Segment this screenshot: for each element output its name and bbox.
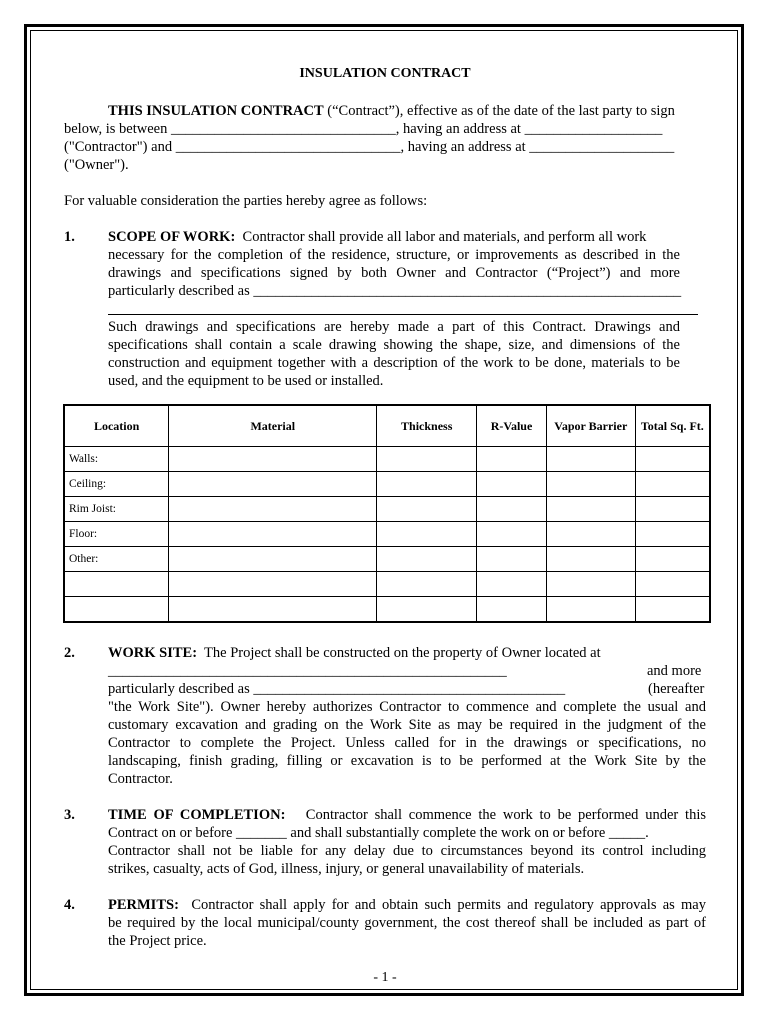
section-4-line-1-text: Contractor shall apply for and obtain such permits and regulatory approvals as may bbox=[191, 897, 706, 913]
header-r-value: R-Value bbox=[477, 405, 547, 447]
section-1-heading: SCOPE OF WORK: bbox=[108, 229, 236, 245]
section-2-line-2a[interactable]: _______________________________________________________ bbox=[108, 663, 507, 679]
table-cell[interactable] bbox=[546, 572, 635, 597]
table-row bbox=[64, 522, 710, 547]
table-cell[interactable] bbox=[377, 497, 477, 522]
table-cell[interactable] bbox=[169, 447, 377, 472]
section-2-line-6: Contractor to complete the Project. Unless called for in the drawings or specifications, no bbox=[108, 735, 706, 751]
table-cell[interactable] bbox=[477, 522, 547, 547]
header-location: Location bbox=[64, 405, 169, 447]
consideration-text: For valuable consideration the parties hereby agree as follows: bbox=[64, 193, 428, 209]
table-row bbox=[64, 597, 710, 623]
table-cell[interactable] bbox=[377, 597, 477, 623]
table-cell[interactable] bbox=[546, 472, 635, 497]
header-thickness: Thickness bbox=[377, 405, 477, 447]
table-cell[interactable] bbox=[477, 572, 547, 597]
table-cell[interactable] bbox=[377, 522, 477, 547]
section-2-heading: WORK SITE: bbox=[108, 645, 198, 661]
table-cell[interactable] bbox=[477, 497, 547, 522]
section-3-number: 3. bbox=[64, 807, 75, 823]
intro-line-3[interactable]: ("Contractor") and _______________________________, having an address at ____________________ bbox=[64, 139, 675, 155]
section-2-line-1 bbox=[108, 644, 601, 662]
row-label[interactable] bbox=[64, 597, 169, 623]
section-1-line-1 bbox=[108, 228, 646, 246]
section-1-para-2-line-1: Such drawings and specifications are hereby made a part of this Contract. Drawings and bbox=[108, 319, 680, 335]
table-cell[interactable] bbox=[169, 497, 377, 522]
table-cell[interactable] bbox=[377, 547, 477, 572]
intro-line-1-rest: (“Contract”), effective as of the date of the last party to sign bbox=[323, 103, 675, 119]
table-cell[interactable] bbox=[377, 447, 477, 472]
table-cell[interactable] bbox=[169, 597, 377, 623]
row-label: Other: bbox=[64, 547, 169, 572]
table-header-row bbox=[64, 405, 710, 447]
table-cell[interactable] bbox=[169, 522, 377, 547]
intro-line-2[interactable]: below, is between _______________________________, having an address at ___________________ bbox=[64, 121, 663, 137]
section-2-line-4: "the Work Site"). Owner hereby authorizes Contractor to commence and complete the usual and bbox=[108, 699, 706, 715]
row-label: Floor: bbox=[64, 522, 169, 547]
section-1-line-2: necessary for the completion of the residence, structure, or improvements as described in the bbox=[108, 247, 680, 263]
section-1-para-2-line-2: specifications shall contain a scale drawing showing the shape, size, and dimensions of the bbox=[108, 337, 680, 353]
row-label: Walls: bbox=[64, 447, 169, 472]
table-cell[interactable] bbox=[377, 472, 477, 497]
section-2-line-3a[interactable]: particularly described as ___________________________________________ bbox=[108, 681, 566, 697]
table-row bbox=[64, 472, 710, 497]
section-1-line-4[interactable]: particularly described as ___________________________________________________________ bbox=[108, 283, 682, 299]
section-1-line-3: drawings and specifications signed by both Owner and Contractor (“Project”) and more bbox=[108, 265, 680, 281]
section-1-para-2-line-4: used, and the equipment to be used or installed. bbox=[108, 373, 384, 389]
table-cell[interactable] bbox=[546, 447, 635, 472]
table-cell[interactable] bbox=[635, 522, 710, 547]
section-2-line-2b: and more bbox=[647, 663, 702, 679]
table-cell[interactable] bbox=[377, 572, 477, 597]
insulation-table bbox=[63, 404, 711, 623]
table-cell[interactable] bbox=[477, 447, 547, 472]
section-4-number: 4. bbox=[64, 897, 75, 913]
section-3-line-1-text: Contractor shall commence the work to be performed under this bbox=[305, 807, 706, 823]
table-row bbox=[64, 497, 710, 522]
table-cell[interactable] bbox=[169, 572, 377, 597]
table-cell[interactable] bbox=[546, 597, 635, 623]
table-cell[interactable] bbox=[635, 597, 710, 623]
table-cell[interactable] bbox=[635, 547, 710, 572]
table-cell[interactable] bbox=[546, 497, 635, 522]
section-4-line-1 bbox=[108, 896, 706, 914]
blank-line[interactable] bbox=[108, 314, 698, 315]
section-2-line-1-text: The Project shall be constructed on the property of Owner located at bbox=[204, 645, 601, 661]
table-row bbox=[64, 447, 710, 472]
section-4-heading: PERMITS: bbox=[108, 897, 179, 913]
section-2-line-7: landscaping, finish grading, filling or excavation is to be performed at the Work Site by the bbox=[108, 753, 706, 769]
row-label: Rim Joist: bbox=[64, 497, 169, 522]
section-1-line-1-text: Contractor shall provide all labor and materials, and perform all work bbox=[242, 229, 647, 245]
table-cell[interactable] bbox=[635, 472, 710, 497]
section-3-line-2[interactable]: Contract on or before _______ and shall substantially complete the work on or before _____. bbox=[108, 825, 649, 841]
table-cell[interactable] bbox=[635, 572, 710, 597]
section-2-line-3b: (hereafter bbox=[648, 681, 705, 697]
intro-line-1 bbox=[108, 102, 675, 120]
section-3-heading: TIME OF COMPLETION: bbox=[108, 807, 286, 823]
table-cell[interactable] bbox=[477, 547, 547, 572]
table-cell[interactable] bbox=[546, 547, 635, 572]
row-label[interactable] bbox=[64, 572, 169, 597]
table-row bbox=[64, 572, 710, 597]
section-4-line-2: be required by the local municipal/county government, the cost thereof shall be included as part of bbox=[108, 915, 706, 931]
section-2-number: 2. bbox=[64, 645, 75, 661]
header-vapor-barrier: Vapor Barrier bbox=[546, 405, 635, 447]
table-cell[interactable] bbox=[169, 472, 377, 497]
page-number: - 1 - bbox=[373, 970, 397, 985]
section-4-line-3: the Project price. bbox=[108, 933, 207, 949]
header-material: Material bbox=[169, 405, 377, 447]
table-row bbox=[64, 547, 710, 572]
document-title: INSULATION CONTRACT bbox=[299, 66, 471, 81]
row-label: Ceiling: bbox=[64, 472, 169, 497]
table-cell[interactable] bbox=[477, 597, 547, 623]
section-3-line-3: Contractor shall not be liable for any delay due to circumstances beyond its control including bbox=[108, 843, 706, 859]
table-cell[interactable] bbox=[546, 522, 635, 547]
section-1-number: 1. bbox=[64, 229, 75, 245]
table-cell[interactable] bbox=[477, 472, 547, 497]
section-2-line-8: Contractor. bbox=[108, 771, 173, 787]
table-cell[interactable] bbox=[635, 497, 710, 522]
header-total-sq-ft: Total Sq. Ft. bbox=[635, 405, 710, 447]
intro-bold: THIS INSULATION CONTRACT bbox=[108, 103, 324, 119]
intro-line-4: ("Owner"). bbox=[64, 157, 129, 173]
table-cell[interactable] bbox=[169, 547, 377, 572]
section-1-para-2-line-3: construction and equipment together with a description of the work to be done, materials to be bbox=[108, 355, 680, 371]
section-2-line-5: customary excavation and grading on the Work Site as may be required in the judgment of the bbox=[108, 717, 706, 733]
section-3-line-1 bbox=[108, 806, 706, 824]
section-3-line-4: strikes, casualty, acts of God, illness, injury, or general unavailability of materials. bbox=[108, 861, 585, 877]
table-cell[interactable] bbox=[635, 447, 710, 472]
